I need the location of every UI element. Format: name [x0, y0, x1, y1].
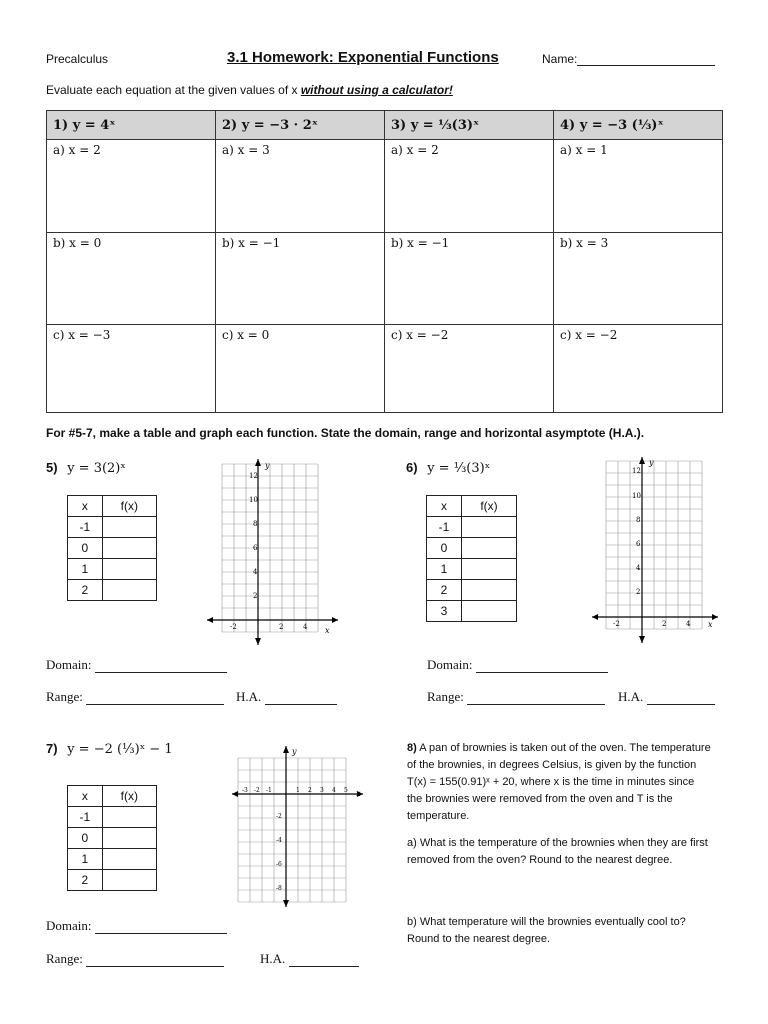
graph-6-ytick-8: 8 [636, 516, 641, 524]
graph-6-x-label: x [708, 620, 713, 629]
table-row-fx[interactable] [462, 601, 517, 622]
table-cell[interactable]: b) x = −1 [385, 233, 554, 325]
table-7-fx-header: f(x) [102, 786, 156, 807]
ha-6[interactable] [618, 689, 715, 705]
table-header-2: 2) y = −3 · 2ˣ [216, 111, 385, 140]
section2-instructions: For #5-7, make a table and graph each function. State the domain, range and horizontal asymptote (H.A.). [46, 426, 645, 440]
table-cell[interactable]: c) x = −2 [385, 325, 554, 413]
graph-6-xtick-2: 2 [662, 620, 667, 628]
ha-6-blank[interactable] [647, 691, 715, 705]
graph-7-xtick-4: 4 [332, 787, 336, 794]
ha-6-label: H.A. [618, 689, 644, 704]
question-8 [407, 740, 737, 825]
problem-7-label: 7) [46, 741, 58, 756]
table-cell[interactable]: b) x = −1 [216, 233, 385, 325]
question-8-label: 8) [407, 742, 417, 754]
question-8b [407, 914, 737, 948]
problem-6-label: 6) [406, 460, 418, 475]
table-row-fx[interactable] [462, 559, 517, 580]
question-8a-line-1: a) What is the temperature of the brownies when they are first [407, 837, 708, 849]
graph-5-ytick-6: 6 [253, 544, 258, 552]
table-row-fx[interactable] [462, 538, 517, 559]
range-7-blank[interactable] [86, 953, 224, 967]
domain-5-blank[interactable] [95, 659, 227, 673]
table-row-x: -1 [68, 517, 103, 538]
graph-5-xtick-4: 4 [303, 623, 308, 631]
ha-5-label: H.A. [236, 689, 262, 704]
question-8a [407, 835, 737, 869]
table-row-fx[interactable] [102, 538, 156, 559]
domain-6-label: Domain: [427, 657, 473, 672]
graph-6[interactable] [590, 455, 720, 645]
name-blank[interactable] [577, 52, 715, 66]
domain-7[interactable] [46, 918, 227, 934]
graph-5-xtick-2: 2 [279, 623, 284, 631]
problem-5-label: 5) [46, 460, 58, 475]
table-cell[interactable]: a) x = 2 [47, 140, 216, 233]
ha-5[interactable] [236, 689, 337, 705]
table-7-x-header: x [68, 786, 103, 807]
table-row-x: 2 [68, 580, 103, 601]
question-8-line-5: temperature. [407, 810, 470, 822]
graph-6-y-label: y [649, 458, 654, 467]
table-row-fx[interactable] [102, 849, 156, 870]
graph-6-ytick-4: 4 [636, 564, 641, 572]
table-row-fx[interactable] [462, 517, 517, 538]
table-row-fx[interactable] [102, 580, 156, 601]
graph-7-xtick-neg3: -3 [242, 787, 248, 794]
table-5 [67, 495, 157, 601]
graph-5-y-label: y [265, 461, 270, 470]
domain-5[interactable] [46, 657, 227, 673]
evaluation-table [46, 110, 723, 413]
graph-7-ytick-neg8: -8 [276, 885, 282, 892]
graph-5-x-label: x [325, 626, 330, 635]
graph-7-y-label: y [292, 747, 297, 756]
range-6-blank[interactable] [467, 691, 605, 705]
table-row-fx[interactable] [462, 580, 517, 601]
range-7-label: Range: [46, 951, 83, 966]
table-cell[interactable]: b) x = 0 [47, 233, 216, 325]
question-8-line-4: the brownies were removed from the oven and T is the [407, 793, 673, 805]
graph-6-ytick-10: 10 [632, 492, 641, 500]
instructions-text: Evaluate each equation at the given values of x [46, 83, 301, 97]
graph-6-y-arrow-down [639, 636, 645, 643]
graph-6-svg [590, 455, 720, 645]
table-5-x-header: x [68, 496, 103, 517]
graph-5[interactable] [205, 457, 340, 647]
table-cell[interactable]: b) x = 3 [554, 233, 723, 325]
table-6 [426, 495, 517, 622]
question-8a-line-2: removed from the oven? Round to the nearest degree. [407, 854, 673, 866]
table-6-x-header: x [427, 496, 462, 517]
course-label: Precalculus [46, 52, 109, 66]
range-5-label: Range: [46, 689, 83, 704]
question-8-line-3: T(x) = 155(0.91)ˣ + 20, where x is the time in minutes since [407, 776, 695, 788]
page-title: 3.1 Homework: Exponential Functions [227, 49, 499, 66]
graph-5-svg [205, 457, 340, 647]
problem-6-equation: y = ⅓(3)ˣ [427, 461, 491, 476]
domain-6[interactable] [427, 657, 608, 673]
table-header-4: 4) y = −3 (⅓)ˣ [554, 111, 723, 140]
question-8-text: A pan of brownies is taken out of the oven. The temperature [419, 742, 711, 754]
ha-7-blank[interactable] [289, 953, 359, 967]
problem-7-equation: y = −2 (⅓)ˣ − 1 [67, 742, 173, 757]
ha-7-label: H.A. [260, 951, 286, 966]
graph-7-xtick-neg2: -2 [254, 787, 260, 794]
graph-5-x-arrow-left [207, 617, 213, 623]
table-cell[interactable]: c) x = −2 [554, 325, 723, 413]
graph-7-x-label: x [356, 789, 361, 798]
graph-6-xtick-neg2: -2 [613, 620, 620, 628]
graph-6-xtick-4: 4 [686, 620, 691, 628]
graph-7-y-arrow-up [283, 746, 289, 753]
range-5[interactable] [46, 689, 224, 705]
graph-7[interactable] [230, 744, 365, 909]
graph-6-ytick-6: 6 [636, 540, 641, 548]
graph-5-ytick-2: 2 [253, 592, 258, 600]
range-6[interactable] [427, 689, 605, 705]
graph-5-ytick-12: 12 [249, 472, 258, 480]
graph-5-x-arrow-right [332, 617, 338, 623]
instructions [46, 83, 453, 97]
table-row-fx[interactable] [102, 870, 156, 891]
graph-7-y-arrow-down [283, 900, 289, 907]
domain-6-blank[interactable] [476, 659, 608, 673]
graph-7-xtick-neg1: -1 [266, 787, 272, 794]
table-cell[interactable]: c) x = −3 [47, 325, 216, 413]
graph-7-svg [230, 744, 365, 909]
graph-6-x-arrow-right [712, 614, 718, 620]
name-label: Name: [542, 52, 578, 66]
table-header-1: 1) y = 4ˣ [47, 111, 216, 140]
graph-7-ytick-neg6: -6 [276, 861, 282, 868]
table-cell[interactable]: a) x = 1 [554, 140, 723, 233]
table-6-fx-header: f(x) [462, 496, 517, 517]
domain-7-label: Domain: [46, 918, 92, 933]
problem-7-heading [46, 741, 173, 757]
table-cell[interactable]: a) x = 3 [216, 140, 385, 233]
graph-6-x-arrow-left [592, 614, 598, 620]
ha-5-blank[interactable] [265, 691, 337, 705]
table-row-fx[interactable] [102, 828, 156, 849]
instructions-emphasis: without using a calculator! [300, 83, 453, 97]
table-row-x: 1 [68, 849, 103, 870]
ha-7[interactable] [260, 951, 359, 967]
name-field[interactable] [542, 52, 715, 66]
domain-7-blank[interactable] [95, 920, 227, 934]
table-row-x: 3 [427, 601, 462, 622]
table-cell[interactable]: a) x = 2 [385, 140, 554, 233]
table-row-x: -1 [68, 807, 103, 828]
table-row-fx[interactable] [102, 807, 156, 828]
table-row-x: 0 [68, 538, 103, 559]
table-row-x: 2 [427, 580, 462, 601]
problem-5-equation: y = 3(2)ˣ [67, 461, 126, 476]
table-row-x: -1 [427, 517, 462, 538]
graph-7-x-arrow-left [232, 791, 238, 797]
graph-5-ytick-4: 4 [253, 568, 258, 576]
table-header-3: 3) y = ⅓(3)ˣ [385, 111, 554, 140]
table-7 [67, 785, 157, 891]
range-5-blank[interactable] [86, 691, 224, 705]
problem-5-heading [46, 460, 126, 476]
graph-7-ytick-neg2: -2 [276, 813, 282, 820]
graph-5-y-arrow-up [255, 459, 261, 466]
graph-6-ytick-2: 2 [636, 588, 641, 596]
table-cell[interactable]: c) x = 0 [216, 325, 385, 413]
question-8-line-1 [407, 740, 737, 757]
graph-7-xtick-3: 3 [320, 787, 324, 794]
table-row-fx[interactable] [102, 517, 156, 538]
table-row-fx[interactable] [102, 559, 156, 580]
graph-6-ytick-12: 12 [632, 467, 641, 475]
graph-5-y-arrow-down [255, 638, 261, 645]
graph-7-xtick-5: 5 [344, 787, 348, 794]
range-7[interactable] [46, 951, 224, 967]
question-8b-line-2: Round to the nearest degree. [407, 933, 551, 945]
graph-5-ytick-8: 8 [253, 520, 258, 528]
question-8-line-2: of the brownies, in degrees Celsius, is given by the function [407, 759, 697, 771]
range-6-label: Range: [427, 689, 464, 704]
table-row-x: 2 [68, 870, 103, 891]
graph-5-ytick-10: 10 [249, 496, 258, 504]
table-5-fx-header: f(x) [102, 496, 156, 517]
table-row-x: 0 [427, 538, 462, 559]
domain-5-label: Domain: [46, 657, 92, 672]
table-row-x: 1 [427, 559, 462, 580]
table-row-x: 0 [68, 828, 103, 849]
graph-6-y-arrow-up [639, 457, 645, 464]
graph-7-xtick-2: 2 [308, 787, 312, 794]
graph-7-xtick-1: 1 [296, 787, 300, 794]
problem-6-heading [406, 460, 490, 476]
table-row-x: 1 [68, 559, 103, 580]
question-8b-line-1: b) What temperature will the brownies eventually cool to? [407, 916, 686, 928]
graph-5-xtick-neg2: -2 [230, 623, 237, 631]
graph-7-ytick-neg4: -4 [276, 837, 282, 844]
